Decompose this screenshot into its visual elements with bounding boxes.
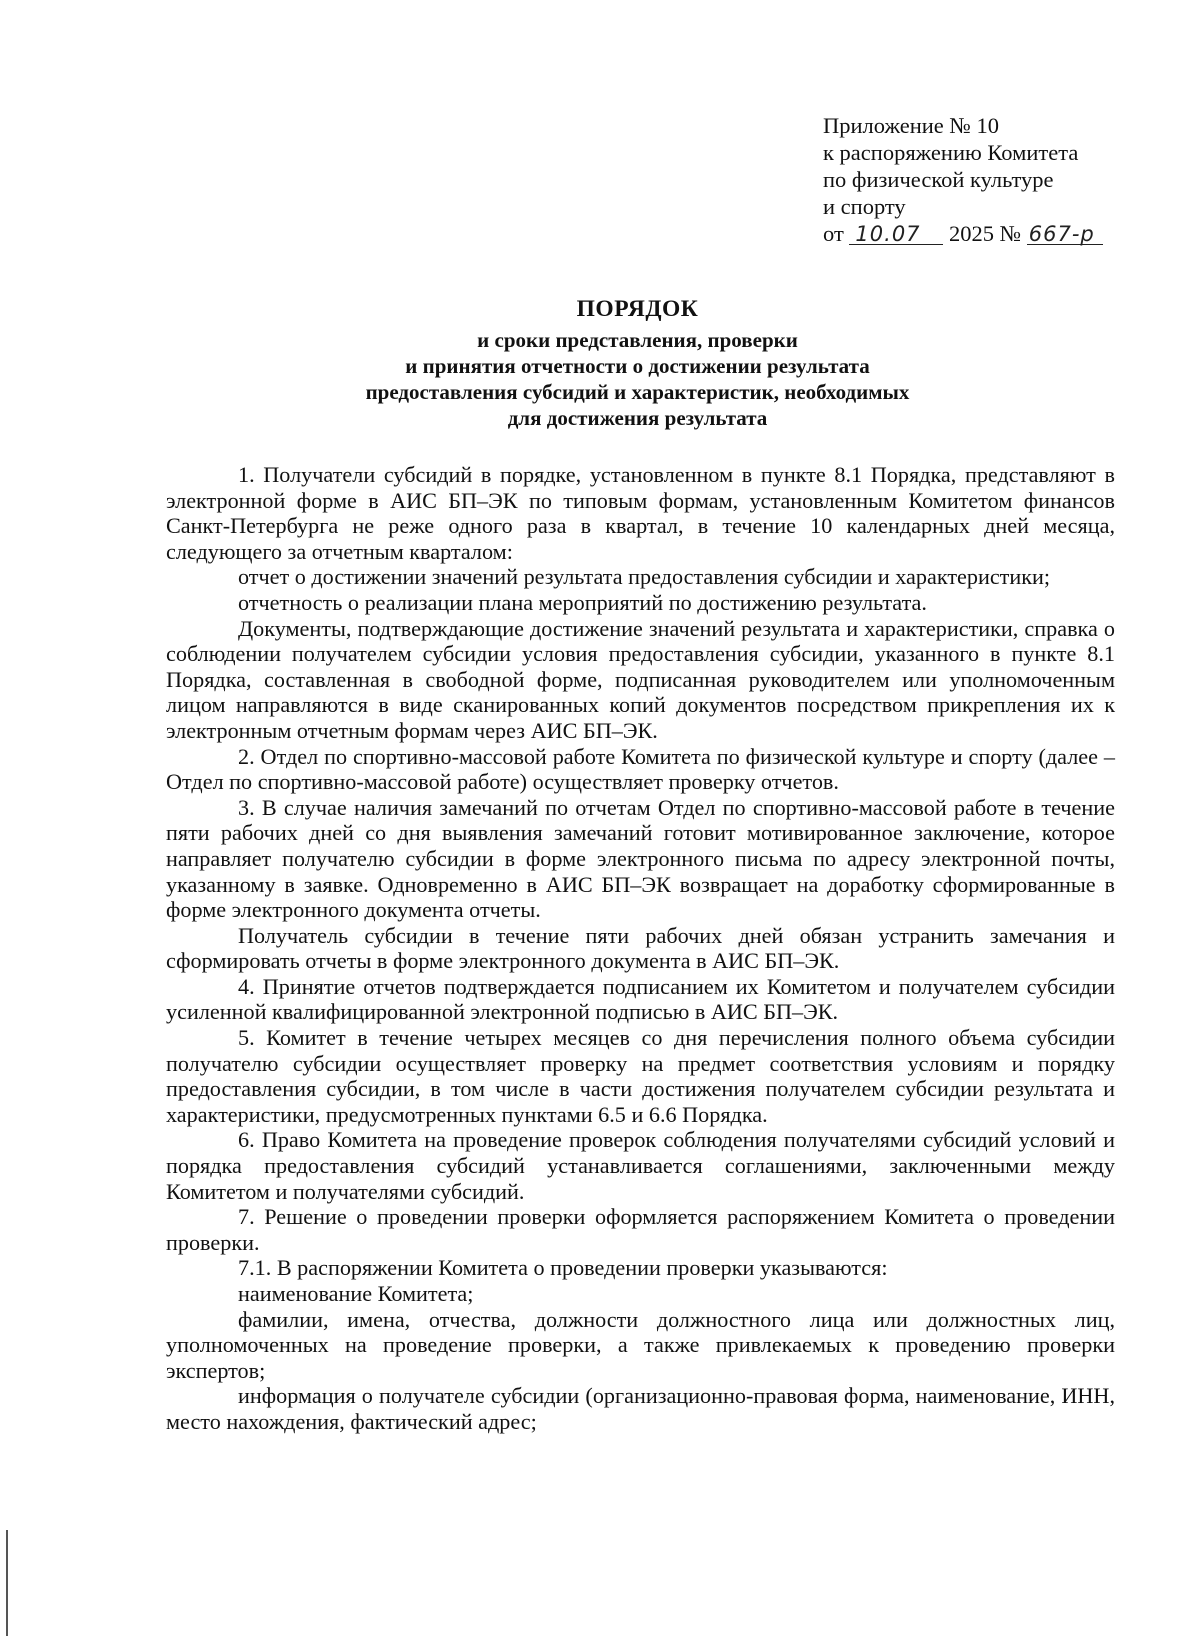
attachment-line: по физической культуре [823,167,1054,192]
handwritten-number: 667-р [1027,224,1103,245]
paragraph: 7.1. В распоряжении Комитета о проведении проверки указываются: [238,1255,888,1281]
year-number-label: 2025 № [949,221,1022,246]
title-subtitle-line: предоставления субсидий и характеристик, необходимых [365,380,910,404]
paragraph: 3. В случае наличия замечаний по отчетам Отдел по спортивно-массовой работе в течение пяти рабочих дней со дня выявления замечаний готовит мотивированное заключение, которое направляет получателю субсидии в форме электронного письма по адресу электронной почты, указанному в заявке. Одновременно в АИС БП–ЭК возвращает на доработку сформированные в форме электронного документа отчеты. [166,794,1115,923]
document-body [166,462,1115,1435]
paragraph: Документы, подтверждающие достижение значений результата и характеристики, справка о соблюдении получателем субсидии условия предоставления субсидии, указанного в пункте 8.1 Порядка, составленная в свободной форме, подписанная руководителем или уполномоченным лицом направляются в виде сканированных копий документов посредством прикрепления их к электронным отчетным формам через АИС БП–ЭК. [166,615,1115,743]
attachment-line: и спорту [823,194,906,219]
title-subtitle-line: для достижения результата [507,406,768,430]
paragraph: фамилии, имена, отчества, должности должностного лица или должностных лиц, уполномоченных на проведение проверки, а также привлекаемых к проведению проверки экспертов; [166,1306,1115,1383]
paragraph: информация о получателе субсидии (организационно-правовая форма, наименование, ИНН, место нахождения, фактический адрес; [166,1383,1115,1434]
scan-edge-mark [6,1530,8,1636]
document-title [160,296,1115,431]
handwritten-date: 10.07 [849,224,943,245]
attachment-line: Приложение № 10 [823,113,999,138]
paragraph: 2. Отдел по спортивно-массовой работе Комитета по физической культуре и спорту (далее – Отдел по спортивно-массовой работе) осуществляет проверку отчетов. [166,743,1115,795]
title-subtitle-line: и принятия отчетности о достижении результата [405,354,870,378]
paragraph: 1. Получатели субсидий в порядке, установленном в пункте 8.1 Порядка, представляют в электронной форме в АИС БП–ЭК по типовым формам, установленным Комитетом финансов Санкт-Петербурга не реже одного раза в квартал, в течение 10 календарных дней месяца, следующего за отчетным кварталом: [166,462,1115,564]
attachment-line: к распоряжению Комитета [823,140,1079,165]
paragraph: 6. Право Комитета на проведение проверок соблюдения получателями субсидий условий и порядка предоставления субсидий устанавливается соглашениями, заключенными между Комитетом и получателями субсидий. [166,1127,1115,1204]
paragraph: отчет о достижении значений результата предоставления субсидии и характеристики; [238,564,1051,590]
title-heading: ПОРЯДОК [576,296,699,322]
attachment-block [823,112,1153,247]
attachment-date-line [823,220,1153,247]
paragraph: 4. Принятие отчетов подтверждается подписанием их Комитетом и получателем субсидии усиленной квалифицированной электронной подписью в АИС БП–ЭК. [166,973,1115,1025]
paragraph: 7. Решение о проведении проверки оформляется распоряжением Комитета о проведении проверки. [166,1204,1115,1255]
date-prefix: от [823,221,844,246]
paragraph: 5. Комитет в течение четырех месяцев со дня перечисления полного объема субсидии получателю субсидии осуществляет проверку на предмет соответствия условиям и порядку предоставления субсидии, в том числе в части достижения получателем субсидии результата и характеристики, предусмотренных пунктами 6.5 и 6.6 Порядка. [166,1025,1115,1127]
paragraph: Получатель субсидии в течение пяти рабочих дней обязан устранить замечания и сформировать отчеты в форме электронного документа в АИС БП–ЭК. [166,922,1115,974]
paragraph: наименование Комитета; [238,1281,474,1306]
paragraph: отчетность о реализации плана мероприятий по достижению результата. [238,589,927,615]
title-subtitle-line: и сроки представления, проверки [477,328,798,352]
